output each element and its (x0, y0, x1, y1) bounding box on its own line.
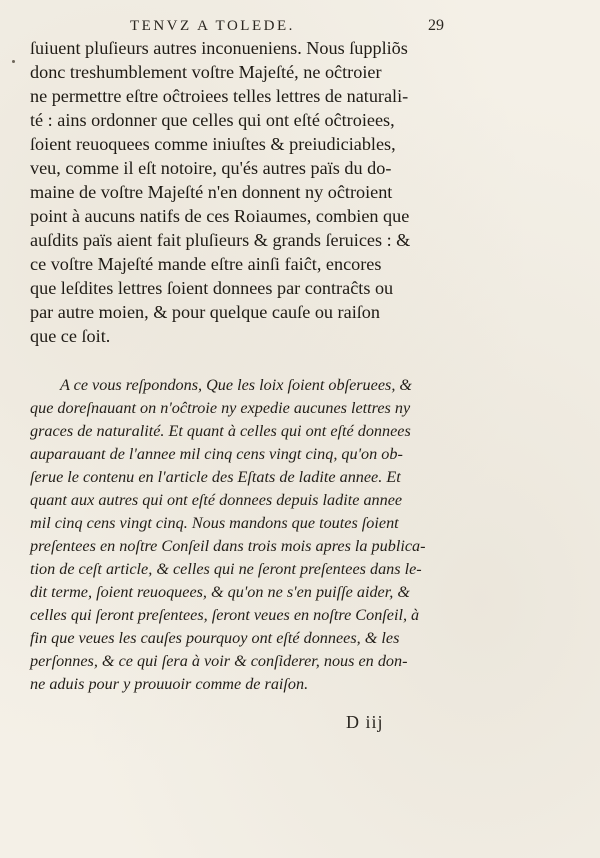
italic-line: graces de naturalité. Et quant à celles qui ont eſté donnees (30, 422, 411, 440)
page-number: 29 (428, 17, 444, 34)
italic-line: celles qui ſeront preſentees, ſeront veues en noſtre Conſeil, à (30, 606, 420, 624)
signature-mark: D iij (346, 712, 384, 732)
text-line: maine de voſtre Majeſté n'en donnent ny oĉtroient (30, 182, 393, 202)
italic-line: ne aduis pour y prouuoir comme de raiſon. (30, 675, 309, 693)
italic-line: ſerue le contenu en l'article des Eſtats de ladite annee. Et (30, 468, 401, 486)
italic-line: mil cinq cens vingt cinq. Nous mandons que toutes ſoient (30, 514, 399, 532)
italic-line: perſonnes, & ce qui ſera à voir & conſiderer, nous en don- (30, 652, 408, 670)
text-line: té : ains ordonner que celles qui ont eſté oĉtroiees, (30, 110, 395, 130)
text-line: auſdits païs aient fait pluſieurs & grands ſeruices : & (30, 230, 411, 250)
text-line: ſoient reuoquees comme iniuſtes & preiudiciables, (30, 134, 396, 154)
italic-line: auparauant de l'annee mil cinq cens vingt cinq, qu'on ob- (30, 445, 403, 463)
margin-mark (12, 60, 15, 63)
text-line: veu, comme il eſt notoire, qu'és autres païs du do- (30, 158, 392, 178)
text-line: donc treshumblement voſtre Majeſté, ne oĉtroier (30, 62, 382, 82)
italic-line: preſentees en noſtre Conſeil dans trois mois apres la publica- (30, 537, 426, 555)
text-line: par autre moien, & pour quelque cauſe ou raiſon (30, 302, 380, 322)
italic-line: que doreſnauant on n'oĉtroie ny expedie aucunes lettres ny (30, 399, 411, 417)
text-line: ne permettre eſtre oĉtroiees telles lettres de naturali- (30, 86, 409, 106)
italic-line: fin que veues les cauſes pourquoy ont eſté donnees, & les (30, 629, 400, 647)
text-line: ce voſtre Majeſté mande eſtre ainſi faiĉt, encores (30, 254, 382, 274)
running-title: TENVZ A TOLEDE. (130, 18, 295, 34)
italic-line: A ce vous reſpondons, Que les loix ſoient obſeruees, & (60, 376, 413, 394)
text-line: que leſdites lettres ſoient donnees par contraĉts ou (30, 278, 394, 298)
italic-line: tion de ceſt article, & celles qui ne ſeront preſentees dans le- (30, 560, 422, 578)
text-line: ſuiuent pluſieurs autres inconueniens. Nous ſuppliõs (30, 38, 408, 58)
text-line: point à aucuns natifs de ces Roiaumes, combien que (30, 206, 410, 226)
italic-line: quant aux autres qui ont eſté donnees depuis ladite annee (30, 491, 403, 509)
italic-line: dit terme, ſoient reuoquees, & qu'on ne s'en puiſſe aider, & (30, 583, 410, 601)
text-line: que ce ſoit. (30, 326, 111, 346)
